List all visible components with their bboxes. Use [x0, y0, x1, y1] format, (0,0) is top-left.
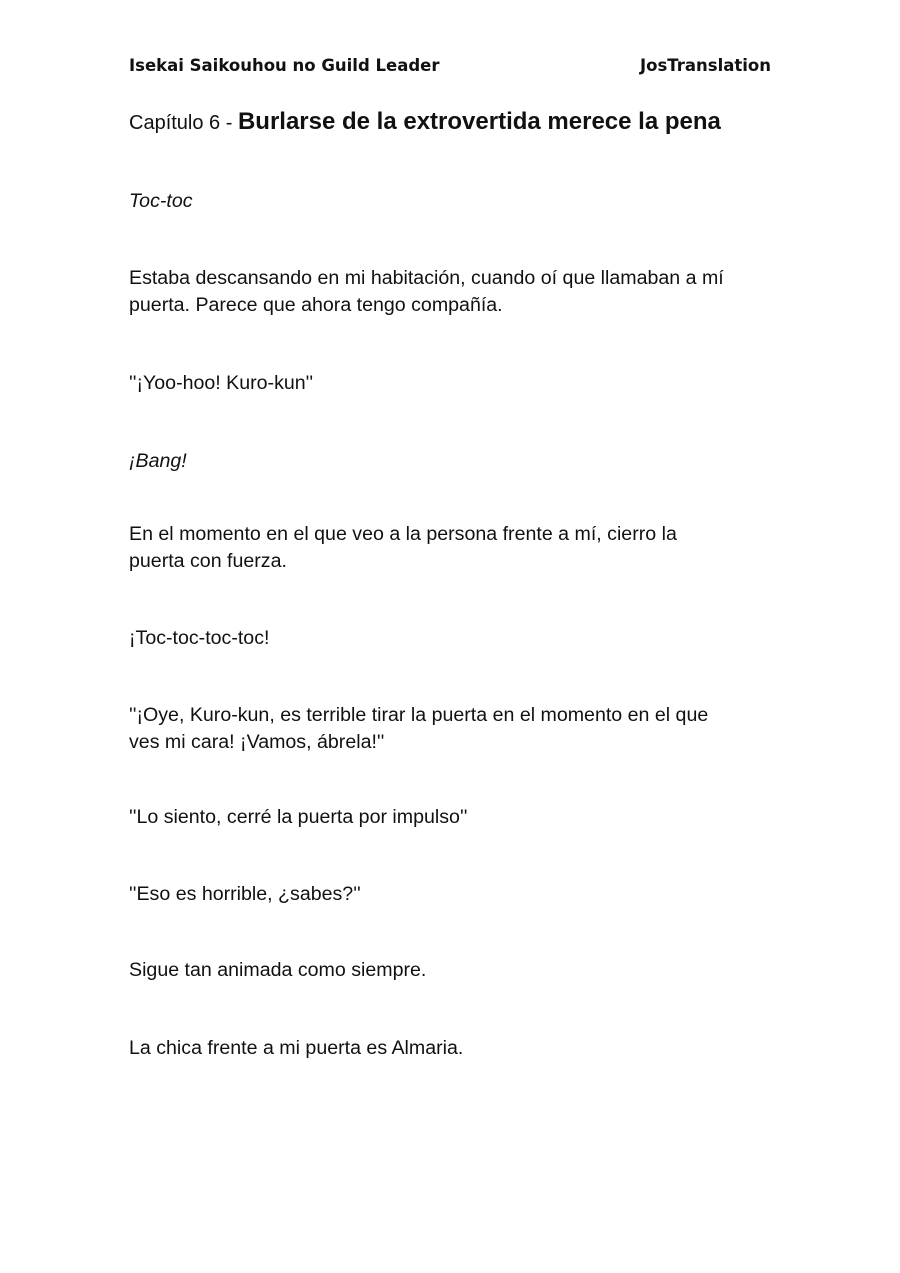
- paragraph-yoo-hoo: [129, 370, 789, 397]
- paragraph-line: ''¡Oye, Kuro-kun, es terrible tirar la puerta en el momento en el que: [129, 704, 709, 726]
- paragraph-oye: [129, 702, 789, 756]
- paragraph-door-close: [129, 521, 789, 575]
- paragraph-lively: [129, 957, 789, 984]
- paragraph-bang: [129, 448, 789, 475]
- paragraph-line: ''¡Yoo-hoo! Kuro-kun'': [129, 372, 314, 394]
- paragraph-line: Sigue tan animada como siempre.: [129, 959, 427, 981]
- chapter-title: [129, 108, 789, 136]
- paragraph-line: ¡Toc-toc-toc-toc!: [129, 627, 270, 649]
- paragraph-line: Toc-toc: [129, 190, 193, 212]
- paragraph-line: puerta. Parece que ahora tengo compañía.: [129, 294, 503, 316]
- paragraph-line: Estaba descansando en mi habitación, cuando oí que llamaban a mí: [129, 267, 724, 289]
- paragraph-line: La chica frente a mi puerta es Almaria.: [129, 1037, 464, 1059]
- paragraph-line: ''Lo siento, cerré la puerta por impulso'': [129, 806, 468, 828]
- paragraph-toc-toc: [129, 188, 789, 215]
- paragraph-knocking: [129, 625, 789, 652]
- paragraph-resting: [129, 265, 789, 319]
- paragraph-horrible: [129, 881, 789, 908]
- paragraph-line: puerta con fuerza.: [129, 550, 287, 572]
- paragraph-line: ¡Bang!: [129, 450, 187, 472]
- page-header: [129, 56, 771, 80]
- paragraph-line: ''Eso es horrible, ¿sabes?'': [129, 883, 361, 905]
- novel-title: Isekai Saikouhou no Guild Leader: [129, 56, 440, 75]
- chapter-name: Burlarse de la extrovertida merece la pena: [237, 108, 721, 135]
- paragraph-line: En el momento en el que veo a la persona frente a mí, cierro la: [129, 523, 677, 545]
- paragraph-almaria: [129, 1035, 789, 1062]
- paragraph-line: ves mi cara! ¡Vamos, ábrela!'': [129, 731, 385, 753]
- chapter-number: Capítulo 6 -: [129, 112, 238, 134]
- paragraph-sorry: [129, 804, 789, 831]
- translator-name: JosTranslation: [640, 56, 771, 75]
